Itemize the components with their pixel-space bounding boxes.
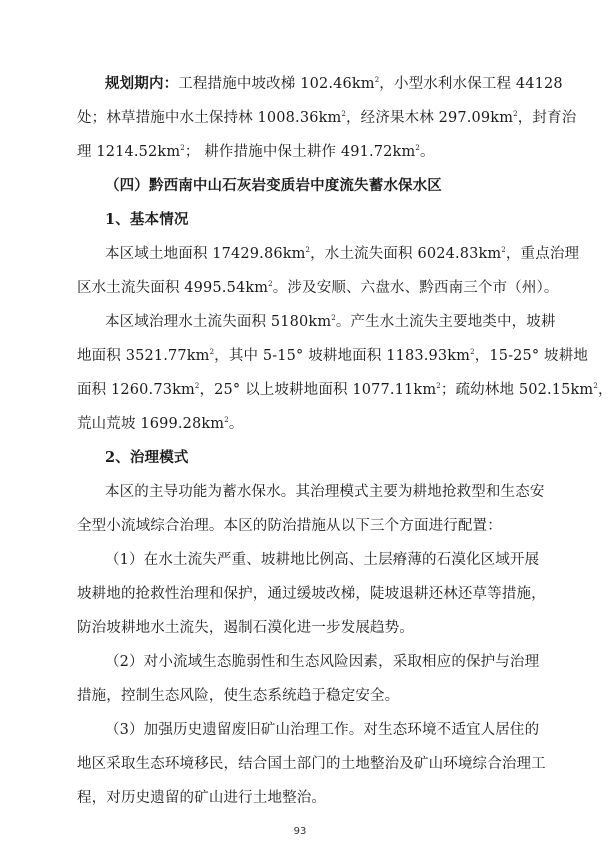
superscript: 2 [470, 348, 475, 356]
body-line: 地区采取生态环境移民，结合国土部门的土地整治及矿山环境综合治理工 [77, 756, 546, 772]
text-run: ，其中 5-15° 坡耕地面积 1183.93km [214, 348, 471, 364]
body-line: 坡耕地的抢救性治理和保护，通过缓坡改梯，陡坡退耕还林还草等措施， [77, 586, 546, 602]
body-line: （2）对小流域生态脆弱性和生态风险因素，采取相应的保护与治理 [105, 654, 540, 670]
body-line [105, 74, 563, 94]
superscript: 2 [209, 348, 215, 356]
superscript: 2 [593, 382, 598, 390]
text-run: 荒山荒坡 1699.28km [77, 416, 225, 432]
body-line: 本区的主导功能为蓄水保水。其治理模式主要为耕地抢救型和生态安 [105, 484, 545, 500]
subsection-heading: 1、基本情况 [105, 211, 189, 228]
body-line [77, 380, 613, 400]
text-run: ，水土流失面积 6024.83km [310, 246, 502, 262]
superscript: 2 [268, 280, 273, 288]
superscript: 2 [331, 314, 336, 322]
section-label: 规划期内： [105, 75, 179, 92]
text-run: ；疏幼林地 502.15km [440, 382, 594, 398]
text-run: 。 [419, 144, 435, 160]
superscript: 2 [513, 110, 518, 118]
body-line [77, 346, 588, 366]
text-run: ，封育治 [517, 110, 577, 126]
body-line [77, 414, 243, 434]
text-run: ，经济果木林 297.09km [346, 110, 514, 126]
body-line: 程，对历史遗留的矿山进行土地整治。 [77, 790, 327, 806]
text-run: 理 1214.52km [77, 144, 181, 160]
body-line [105, 312, 556, 332]
superscript: 2 [415, 144, 420, 152]
superscript: 2 [374, 76, 380, 84]
text-run: ，小型水利水保工程 44128 [379, 76, 563, 92]
text-run: ， [597, 382, 613, 398]
superscript: 2 [341, 110, 347, 118]
text-run: ，25° 以上坡耕地面积 1077.11km [199, 382, 437, 398]
text-run: 。 [228, 416, 244, 432]
page-number: 93 [293, 826, 307, 837]
body-line: 全型小流域综合治理。本区的防治措施从以下三个方面进行配置： [77, 518, 502, 534]
subsection-heading: 2、治理模式 [105, 449, 189, 466]
text-run: 处；林草措施中水土保持林 1008.36km [77, 110, 342, 126]
text-run: 本区域土地面积 17429.86km [105, 246, 306, 262]
superscript: 2 [436, 382, 441, 390]
text-run: 。产生水土流失主要地类中，坡耕 [335, 314, 556, 330]
text-run: 区水土流失面积 4995.54km [77, 280, 269, 296]
text-run: ，15-25° 坡耕地 [474, 348, 588, 364]
superscript: 2 [180, 144, 185, 152]
superscript: 2 [224, 416, 229, 424]
superscript: 2 [305, 246, 311, 254]
body-line [77, 108, 576, 128]
body-line [77, 142, 435, 162]
text-run: 本区域治理水土流失面积 5180km [105, 314, 332, 330]
superscript: 2 [194, 382, 200, 390]
text-run: 工程措施中坡改梯 102.46km [178, 76, 375, 92]
superscript: 2 [501, 246, 506, 254]
body-line: 措施，控制生态风险，使生态系统趋于稳定安全。 [77, 688, 400, 704]
section-heading: （四）黔西南中山石灰岩变质岩中度流失蓄水保水区 [105, 177, 442, 194]
body-line: （1）在水土流失严重、坡耕地比例高、土层瘠薄的石漠化区域开展 [105, 552, 540, 568]
text-run: ； 耕作措施中保土耕作 491.72km [184, 144, 416, 160]
body-line [105, 244, 579, 264]
text-run: ，重点治理 [505, 246, 580, 262]
text-run: 面积 1260.73km [77, 382, 195, 398]
body-line [77, 278, 559, 298]
body-line: 防治坡耕地水土流失，遏制石漠化进一步发展趋势。 [77, 620, 414, 636]
text-run: 。涉及安顺、六盘水、黔西南三个市（州）。 [272, 280, 559, 296]
body-line: （3）加强历史遗留废旧矿山治理工作。对生态环境不适宜人居住的 [105, 722, 540, 738]
text-run: 地面积 3521.77km [77, 348, 210, 364]
